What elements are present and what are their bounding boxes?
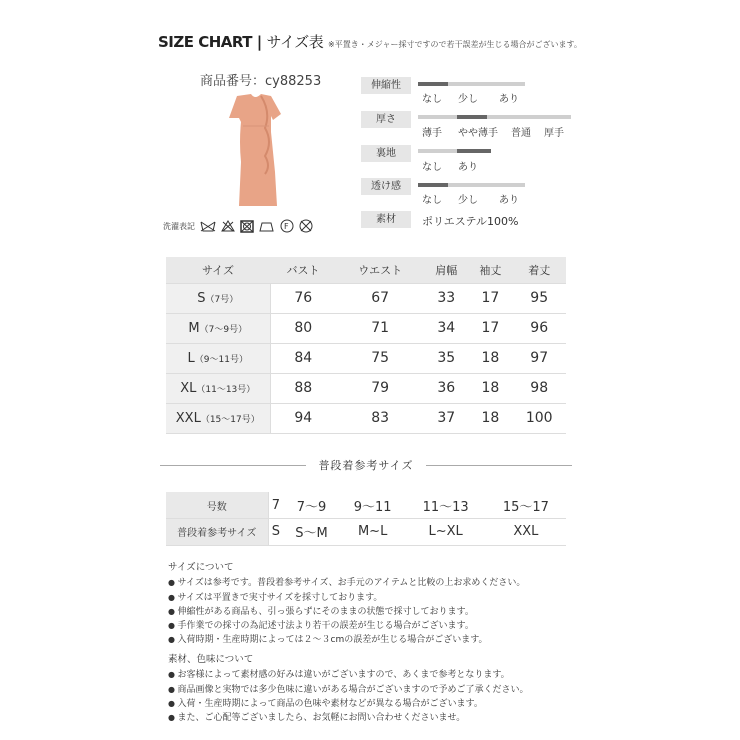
- material-label: 素材: [361, 211, 411, 228]
- table-row: [166, 373, 566, 403]
- measure-cell: 71: [336, 313, 424, 343]
- measure-cell: 35: [424, 343, 468, 373]
- notes-material: [168, 653, 529, 725]
- reference-title: 普段着参考サイズ: [318, 459, 414, 472]
- measure-cell: 37: [424, 403, 468, 433]
- table-row: [166, 403, 566, 433]
- measure-cell: 83: [336, 403, 424, 433]
- measure-cell: 18: [468, 343, 512, 373]
- note-item: ● お客様によって素材感の好みは違いがございますので、あくまで参考となります。: [168, 668, 529, 682]
- header-cell: 肩幅: [424, 257, 468, 283]
- scale-label: 薄手: [422, 128, 442, 139]
- no-tumble-dry-icon: [240, 220, 254, 233]
- scale-label: なし: [422, 162, 442, 173]
- size-name: XL: [180, 380, 197, 396]
- scale-label: 厚手: [544, 128, 564, 139]
- product-number-value: cy88253: [265, 74, 322, 89]
- size-sub: （7号）: [205, 294, 239, 305]
- no-wet-clean-icon: [299, 219, 313, 233]
- size-sub: （7〜9号）: [199, 324, 248, 335]
- dress-image: [215, 92, 295, 210]
- measure-cell: 96: [512, 313, 566, 343]
- scale-label: あり: [499, 195, 519, 206]
- size-cell: [166, 343, 270, 373]
- ref-cell: 9〜11: [340, 492, 406, 519]
- title-en: SIZE CHART: [158, 33, 253, 51]
- note-item: ● 入荷時期・生産時期によっては２～３cmの誤差が生じる場合がございます。: [168, 633, 525, 647]
- measure-cell: 97: [512, 343, 566, 373]
- scale-label: あり: [499, 94, 519, 105]
- page-title: SIZE CHART | サイズ表 ※平置き・メジャー採寸ですので若干誤差が生じる場合がございます。: [158, 33, 582, 51]
- table-header: [166, 257, 566, 283]
- scale-label: 少し: [458, 195, 478, 206]
- header-cell: サイズ: [166, 257, 270, 283]
- table-row: [166, 313, 566, 343]
- table-row: [166, 519, 566, 546]
- svg-text:F: F: [284, 222, 289, 231]
- scale-label: なし: [422, 195, 442, 206]
- no-bleach-icon: [221, 220, 235, 232]
- header-cell: ウエスト: [336, 257, 424, 283]
- measure-cell: 18: [468, 373, 512, 403]
- header-cell: バスト: [270, 257, 336, 283]
- measure-cell: 67: [336, 283, 424, 313]
- size-cell: [166, 403, 270, 433]
- row-label: 号数: [166, 492, 268, 519]
- measure-cell: 95: [512, 283, 566, 313]
- measure-cell: 33: [424, 283, 468, 313]
- scale-label: なし: [422, 94, 442, 105]
- attr-stretch-label: 伸縮性: [361, 77, 411, 94]
- measure-cell: 94: [270, 403, 336, 433]
- attr-sheer-label: 透け感: [361, 178, 411, 195]
- ref-cell: 15〜17: [486, 492, 566, 519]
- note-item: ● また、ご心配等ございましたら、お気軽にお問い合わせくださいませ。: [168, 711, 529, 725]
- scale-label: 少し: [458, 94, 478, 105]
- reference-table: [166, 492, 566, 546]
- attr-thickness-label: 厚さ: [361, 111, 411, 128]
- title-ja: サイズ表: [266, 33, 324, 51]
- size-table: [166, 257, 566, 434]
- no-washing-icon: [200, 220, 216, 232]
- attr-sheer-bar: [418, 183, 525, 187]
- measure-cell: 36: [424, 373, 468, 403]
- measure-cell: 98: [512, 373, 566, 403]
- size-name: L: [187, 350, 195, 366]
- size-cell: [166, 283, 270, 313]
- ref-cell: M~L: [340, 519, 406, 546]
- table-row: [166, 492, 566, 519]
- ref-cell: 7: [268, 492, 283, 519]
- size-name: XXL: [175, 410, 201, 426]
- note-item: ● 伸縮性がある商品も、引っ張らずにそのままの状態で採寸しております。: [168, 605, 525, 619]
- scale-label: やや薄手: [458, 128, 498, 139]
- size-sub: （15〜17号）: [200, 414, 260, 425]
- note-item: ● 商品画像と実物では多少色味に違いがある場合がございますので予めご了承ください。: [168, 683, 529, 697]
- wash-care: [163, 219, 313, 233]
- measure-cell: 88: [270, 373, 336, 403]
- ref-cell: S〜M: [283, 519, 339, 546]
- measure-cell: 79: [336, 373, 424, 403]
- notes-heading: 素材、色味について: [168, 654, 254, 665]
- scale-label: あり: [458, 162, 478, 173]
- ref-cell: 7〜9: [283, 492, 339, 519]
- size-name: M: [188, 320, 200, 336]
- measure-cell: 84: [270, 343, 336, 373]
- table-row: [166, 283, 566, 313]
- note-item: ● 入荷・生産時期によって商品の色味や素材などが異なる場合がございます。: [168, 697, 529, 711]
- dry-clean-f-icon: [280, 219, 294, 233]
- material-value: ポリエステル100%: [422, 215, 519, 228]
- ref-cell: XXL: [486, 519, 566, 546]
- scale-label: 普通: [511, 128, 531, 139]
- note-item: ● 手作業での採寸の為記述寸法より若干の誤差が生じる場合がございます。: [168, 619, 525, 633]
- notes-size: [168, 561, 525, 648]
- measure-cell: 80: [270, 313, 336, 343]
- note-item: ● サイズは参考です。普段着参考サイズ、お手元のアイテムと比較の上お求めください。: [168, 576, 525, 590]
- size-sub: （11〜13号）: [196, 384, 256, 395]
- table-row: [166, 343, 566, 373]
- size-cell: [166, 313, 270, 343]
- size-cell: [166, 373, 270, 403]
- measure-cell: 17: [468, 283, 512, 313]
- attr-lining-label: 裏地: [361, 145, 411, 162]
- measure-cell: 18: [468, 403, 512, 433]
- notes-heading: サイズについて: [168, 562, 234, 573]
- measure-cell: 100: [512, 403, 566, 433]
- reference-divider: [160, 457, 572, 473]
- measure-cell: 76: [270, 283, 336, 313]
- measure-cell: 75: [336, 343, 424, 373]
- row-label: 普段着参考サイズ: [166, 519, 268, 546]
- iron-icon: [259, 220, 275, 232]
- header-cell: 着丈: [512, 257, 566, 283]
- header-note: ※平置き・メジャー採寸ですので若干誤差が生じる場合がございます。: [328, 40, 582, 49]
- ref-cell: 11〜13: [406, 492, 486, 519]
- attr-thickness-bar: [418, 115, 571, 119]
- size-name: S: [197, 290, 206, 306]
- ref-cell: S: [268, 519, 283, 546]
- attr-lining-bar: [418, 149, 491, 153]
- size-sub: （9〜11号）: [194, 354, 248, 365]
- header-cell: 袖丈: [468, 257, 512, 283]
- wash-label: 洗濯表記: [163, 221, 195, 231]
- attr-stretch-bar: [418, 82, 525, 86]
- product-number: [200, 70, 321, 89]
- product-number-label: 商品番号：: [200, 74, 266, 89]
- note-item: ● サイズは平置きで実寸サイズを採寸しております。: [168, 591, 525, 605]
- measure-cell: 34: [424, 313, 468, 343]
- ref-cell: L~XL: [406, 519, 486, 546]
- measure-cell: 17: [468, 313, 512, 343]
